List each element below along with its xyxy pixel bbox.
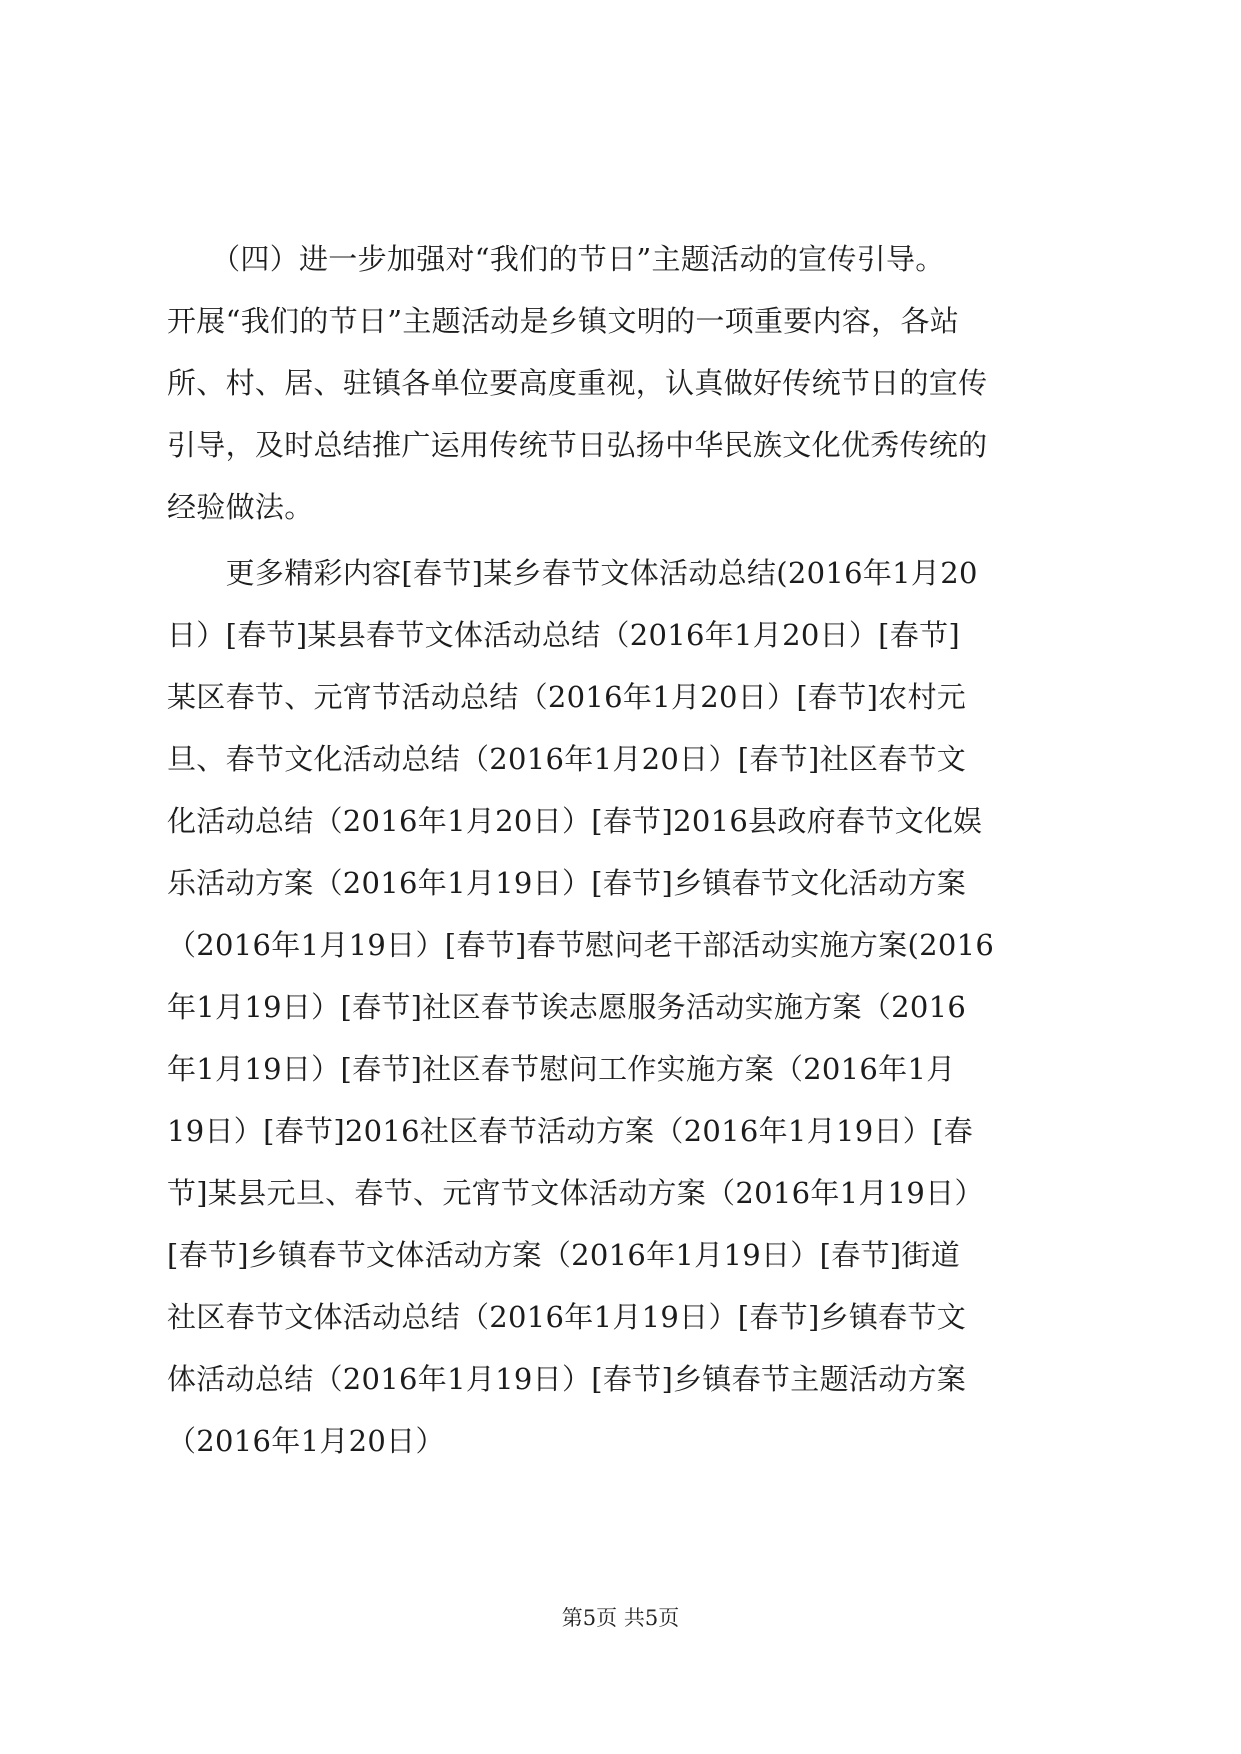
text-line: 更多精彩内容[春节]某乡春节文体活动总结(2016年1月20: [167, 556, 978, 590]
page-number-footer: 第5页 共5页: [561, 1606, 680, 1630]
text-line: 19日）[春节]2016社区春节活动方案（2016年1月19日）[春: [167, 1114, 974, 1148]
text-line: 社区春节文体活动总结（2016年1月19日）[春节]乡镇春节文: [167, 1300, 967, 1334]
text-line: 开展“我们的节日”主题活动是乡镇文明的一项重要内容，各站: [167, 304, 960, 338]
text-line: 经验做法。: [167, 490, 314, 524]
paragraph-more-content: [167, 542, 1082, 1472]
text-line: （2016年1月20日）: [167, 1424, 445, 1458]
text-line: [春节]乡镇春节文体活动方案（2016年1月19日）[春节]街道: [167, 1238, 961, 1272]
text-line: 乐活动方案（2016年1月19日）[春节]乡镇春节文化活动方案: [167, 866, 967, 900]
text-line: 年1月19日）[春节]社区春节慰问工作实施方案（2016年1月: [167, 1052, 956, 1086]
text-line: 年1月19日）[春节]社区春节诶志愿服务活动实施方案（2016: [167, 990, 967, 1024]
text-line: 化活动总结（2016年1月20日）[春节]2016县政府春节文化娱: [167, 804, 983, 838]
text-line: 旦、春节文化活动总结（2016年1月20日）[春节]社区春节文: [167, 742, 967, 776]
text-line: 日）[春节]某县春节文体活动总结（2016年1月20日）[春节]: [167, 618, 961, 652]
text-line: （2016年1月19日）[春节]春节慰问老干部活动实施方案(2016: [167, 928, 995, 962]
text-line: （四）进一步加强对“我们的节日”主题活动的宣传引导。: [167, 242, 945, 276]
text-line: 某区春节、元宵节活动总结（2016年1月20日）[春节]农村元: [167, 680, 967, 714]
text-line: 节]某县元旦、春节、元宵节文体活动方案（2016年1月19日）: [167, 1176, 984, 1210]
text-line: 引导，及时总结推广运用传统节日弘扬中华民族文化优秀传统的: [167, 428, 988, 462]
paragraph-publicity: [167, 228, 1082, 538]
text-line: 所、村、居、驻镇各单位要高度重视，认真做好传统节日的宣传: [167, 366, 988, 400]
text-line: 体活动总结（2016年1月19日）[春节]乡镇春节主题活动方案: [167, 1362, 967, 1396]
document-body: [167, 228, 1082, 1472]
